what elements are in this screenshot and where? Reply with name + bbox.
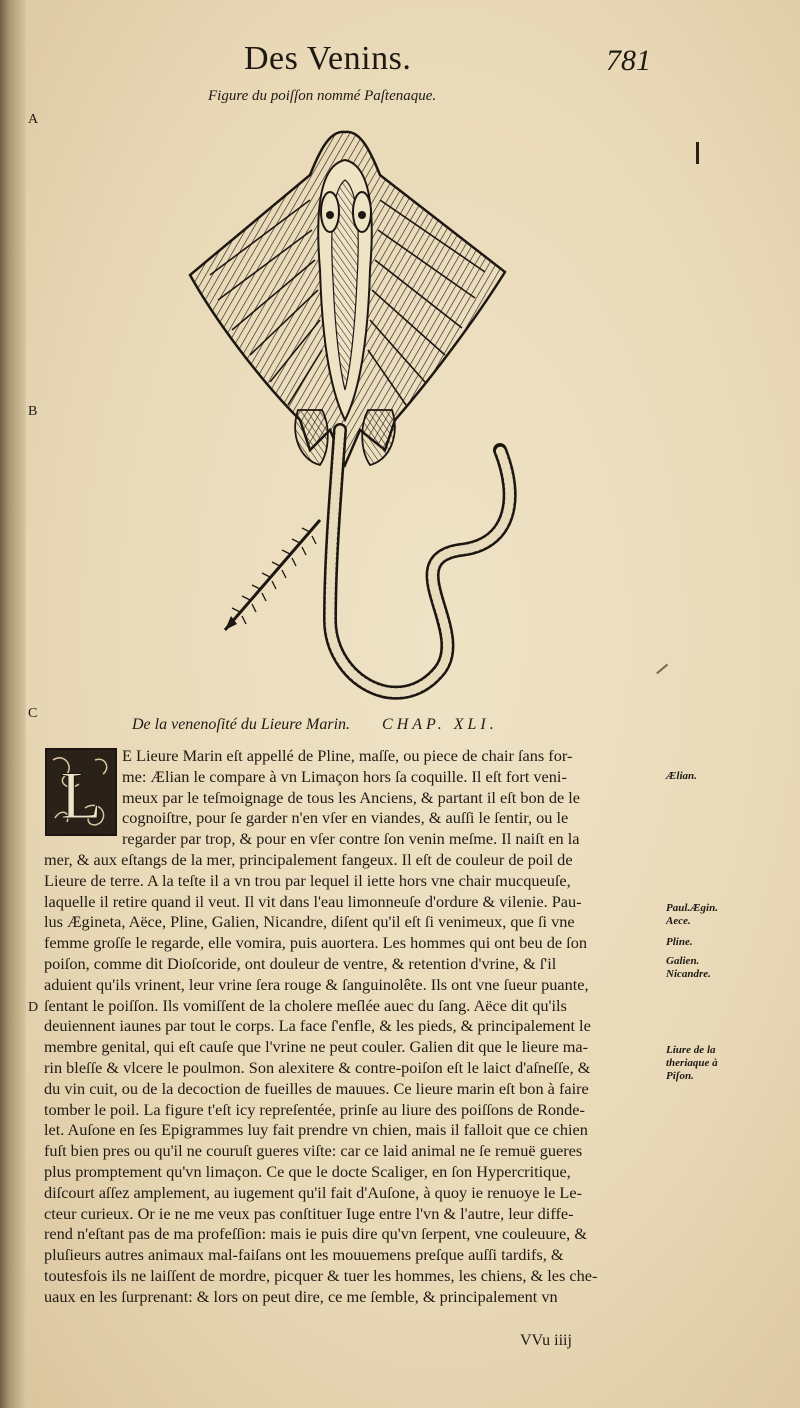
ink-speck — [696, 142, 699, 164]
running-title: Des Venins. — [244, 40, 412, 77]
text-line: cognoiſtre, pour ſe garder n'en vſer en viandes, & auſſi le ſentir, ou le — [122, 808, 569, 828]
page-number: 781 — [606, 44, 651, 77]
stingray-woodcut-illustration — [170, 120, 550, 710]
marginal-note-line: Galien. — [666, 955, 700, 967]
marginal-note-line: Ælian. — [666, 770, 697, 782]
marginal-note-galien-nicandre — [666, 955, 711, 981]
text-line: diſcourt aſſez amplement, au iugement qu'il fait d'Auſone, à quoy ie renuoye le Le- — [44, 1182, 582, 1202]
text-line: mer, & aux eſtangs de la mer, principalement fangeux. Il eſt de couleur de poil de — [44, 849, 573, 869]
chapter-number: CHAP. XLI. — [382, 716, 498, 733]
section-letter-c: C — [28, 706, 38, 721]
text-line: poiſon, comme dit Dioſcoride, ont douleur de ventre, & retention d'vrine, & ſ'il — [44, 953, 557, 973]
drop-cap-letter: L — [60, 757, 102, 833]
text-line: cteur curieux. Or ie ne me veux pas conſtituer Iuge entre l'vn & l'autre, leur diffe- — [44, 1203, 574, 1223]
text-line: pluſieurs autres animaux mal-faiſans ont les mouuemens preſque auſſi tardifs, & — [44, 1245, 564, 1265]
chapter-title: De la venenoſité du Lieure Marin. — [132, 716, 351, 733]
text-line: ſentant le poiſſon. Ils vomiſſent de la cholere meſlée auec du ſang. Aëce dit qu'ils — [44, 995, 567, 1015]
figure-caption: Figure du poiſſon nommé Paſtenaque. — [208, 88, 437, 104]
text-line: tomber le poil. La figure t'eſt icy repreſentée, prinſe au liure des poiſſons de Ronde- — [44, 1099, 585, 1119]
marginal-note-line: Piſon. — [666, 1070, 694, 1082]
printer-signature-mark: VVu iiij — [520, 1332, 572, 1349]
marginal-note-line: Pline. — [666, 936, 693, 948]
marginal-note-line: Nicandre. — [666, 968, 711, 980]
marginal-note-pline — [666, 936, 693, 949]
text-line: regarder par trop, & pour en vſer contre ſon venin meſme. Il naiſt en la — [122, 829, 580, 849]
text-line: rend n'eſtant pas de ma profeſſion: mais ie puis dire qu'vn ſerpent, vne couleuure, & — [44, 1224, 587, 1244]
text-line: toutesfois ils ne laiſſent de mordre, picquer & tuer les hommes, les chiens, & les che- — [44, 1265, 598, 1285]
marginal-note-paul-aece — [666, 902, 718, 928]
marginal-note-line: Aece. — [666, 915, 691, 927]
text-line: aduient qu'ils vrinent, leur vrine ſera rouge & ſanguinolête. Ils ont vne ſueur puante, — [44, 974, 589, 994]
text-line: laquelle il retire quand il veut. Il vit dans l'eau limonneuſe d'ordure & vilenie. Pau- — [44, 891, 582, 911]
text-line: let. Auſone en ſes Epigrammes luy fait prendre vn chien, mais il falloit que ce chien — [44, 1120, 588, 1140]
text-line: me: Ælian le compare à vn Limaçon hors ſa coquille. Il eſt fort veni- — [122, 766, 567, 786]
marginal-note-aelian — [666, 770, 697, 783]
section-letter-a: A — [28, 112, 39, 127]
marginal-note-line: Liure de la — [666, 1044, 716, 1056]
text-line: meux par le teſmoignage de tous les Anciens, & partant il eſt bon de le — [122, 787, 581, 807]
text-line: E Lieure Marin eſt appellé de Pline, maſſe, ou piece de chair ſans for- — [122, 746, 573, 765]
chapter-body-text — [44, 746, 664, 1308]
marginal-note-theriaque — [666, 1044, 718, 1083]
text-line: lus Ægineta, Aëce, Pline, Galien, Nicandre, diſent qu'il eſt ſi venimeux, que ſi vne — [44, 912, 575, 932]
chapter-heading — [132, 716, 498, 734]
page-gutter — [0, 0, 26, 1408]
text-line: uaux en les ſurprenant: & lors on peut dire, ce me ſemble, & principalement vn — [44, 1286, 558, 1306]
text-line: deuiennent iaunes par tout le corps. La face ſ'enfle, & les pieds, & principalement le — [44, 1016, 591, 1036]
text-line: membre genital, qui eſt cauſe que l'vrine ne peut couler. Galien dit que le lieure ma- — [44, 1037, 589, 1057]
section-letter-b: B — [28, 404, 38, 419]
text-line: Lieure de terre. A la teſte il a vn trou par lequel il iette hors vne chair mucqueuſe, — [44, 870, 571, 890]
text-line: du vin cuit, ou de la decoction de fueilles de mauues. Ce lieure marin eſt bon à faire — [44, 1078, 589, 1098]
text-line: rin bleſſe & vlcere le poulmon. Son alexitere & contre-poiſon eſt le laict d'aſneſſe, & — [44, 1057, 591, 1077]
marginal-note-line: Paul.Ægin. — [666, 902, 718, 914]
text-line: femme groſſe le regarde, elle vomira, puis auortera. Les hommes qui ont beu de ſon — [44, 933, 587, 953]
text-line: plus promptement qu'vn limaçon. Ce que le docte Scaliger, en ſon Hypercritique, — [44, 1161, 571, 1181]
text-line: fuſt bien pres ou qu'il ne couruſt gueres viſte: car ce laid animal ne ſe remuë gueres — [44, 1141, 583, 1161]
section-letter-d: D — [28, 1000, 39, 1015]
ink-speck — [656, 664, 668, 674]
marginal-note-line: theriaque à — [666, 1057, 718, 1069]
